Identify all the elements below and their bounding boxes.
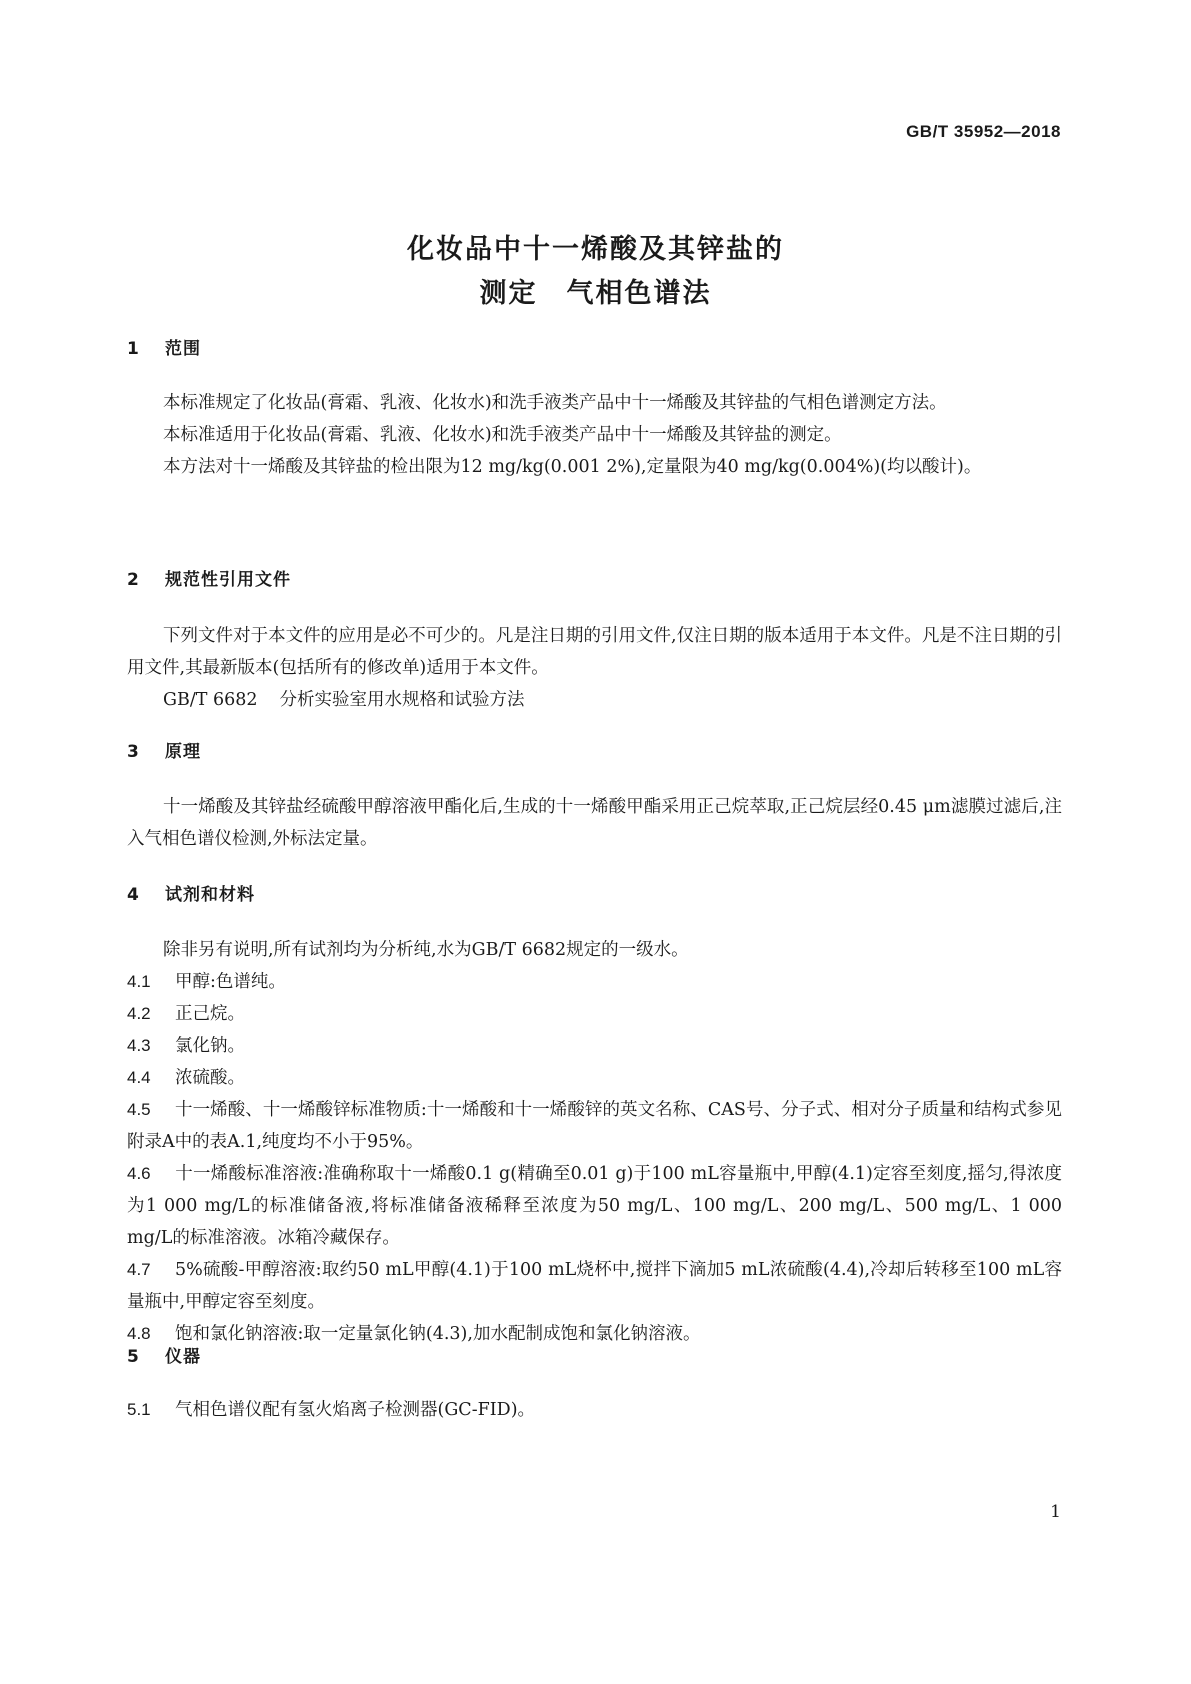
section-number: 3	[127, 742, 140, 762]
item-text: 正己烷。	[175, 1004, 245, 1024]
item-text: 饱和氯化钠溶液:取一定量氯化钠(4.3),加水配制成饱和氯化钠溶液。	[175, 1324, 701, 1344]
reference-title: 分析实验室用水规格和试验方法	[279, 690, 525, 710]
list-item	[127, 1062, 1062, 1094]
section-title: 范围	[165, 339, 201, 359]
item-number: 4.4	[127, 1068, 151, 1087]
list-item	[127, 1318, 1062, 1350]
list-item	[127, 1158, 1062, 1254]
list-item	[127, 998, 1062, 1030]
section-2-body	[127, 620, 1062, 716]
document-title	[0, 228, 1191, 316]
paragraph: 本标准规定了化妆品(膏霜、乳液、化妆水)和洗手液类产品中十一烯酸及其锌盐的气相色谱测定方法。	[163, 393, 947, 413]
item-text: 十一烯酸标准溶液:准确称取十一烯酸0.1 g(精确至0.01 g)于100 mL容量瓶中,甲醇(4.1)定容至刻度,摇匀,得浓度为1 000 mg/L的标准储备液,将标准储备液稀释至浓度为50 mg/L、100 mg/L、200 mg/L、500 mg/L、1 000 mg/L的标准溶液。冰箱冷藏保存。	[127, 1164, 1062, 1248]
list-item	[127, 1094, 1062, 1158]
list-item	[127, 1394, 1062, 1426]
item-number: 4.2	[127, 1004, 151, 1023]
item-text: 十一烯酸、十一烯酸锌标准物质:十一烯酸和十一烯酸锌的英文名称、CAS号、分子式、相对分子质量和结构式参见附录A中的表A.1,纯度均不小于95%。	[127, 1100, 1062, 1152]
section-title: 原理	[165, 742, 201, 762]
list-item	[127, 1030, 1062, 1062]
item-number: 4.1	[127, 972, 151, 991]
paragraph: 下列文件对于本文件的应用是必不可少的。凡是注日期的引用文件,仅注日期的版本适用于本文件。凡是不注日期的引用文件,其最新版本(包括所有的修改单)适用于本文件。	[127, 626, 1062, 678]
paragraph: 十一烯酸及其锌盐经硫酸甲醇溶液甲酯化后,生成的十一烯酸甲酯采用正己烷萃取,正己烷层经0.45 μm滤膜过滤后,注入气相色谱仪检测,外标法定量。	[127, 797, 1062, 849]
paragraph: 本标准适用于化妆品(膏霜、乳液、化妆水)和洗手液类产品中十一烯酸及其锌盐的测定。	[163, 425, 842, 445]
item-text: 氯化钠。	[175, 1036, 245, 1056]
title-line-1: 化妆品中十一烯酸及其锌盐的	[407, 234, 784, 265]
section-3-body	[127, 791, 1062, 855]
item-text: 5%硫酸-甲醇溶液:取约50 mL甲醇(4.1)于100 mL烧杯中,搅拌下滴加5 mL浓硫酸(4.4),冷却后转移至100 mL容量瓶中,甲醇定容至刻度。	[127, 1260, 1062, 1312]
item-text: 甲醇:色谱纯。	[175, 972, 286, 992]
section-number: 5	[127, 1347, 140, 1367]
section-1-heading	[127, 334, 201, 359]
section-number: 1	[127, 339, 140, 359]
normative-reference	[127, 684, 1062, 716]
list-item	[127, 966, 1062, 998]
section-4-body	[127, 934, 1062, 1350]
item-number: 4.3	[127, 1036, 151, 1055]
item-number: 4.6	[127, 1164, 151, 1183]
section-title: 规范性引用文件	[165, 570, 291, 590]
item-number: 4.5	[127, 1100, 151, 1119]
reference-code: GB/T 6682	[163, 690, 258, 710]
section-5-body	[127, 1394, 1062, 1426]
item-text: 气相色谱仪配有氢火焰离子检测器(GC-FID)。	[175, 1400, 536, 1420]
item-number: 4.8	[127, 1324, 151, 1343]
item-number: 4.7	[127, 1260, 151, 1279]
item-text: 浓硫酸。	[175, 1068, 245, 1088]
section-title: 试剂和材料	[165, 885, 255, 905]
standard-code: GB/T 35952—2018	[906, 122, 1061, 141]
paragraph: 除非另有说明,所有试剂均为分析纯,水为GB/T 6682规定的一级水。	[163, 940, 689, 960]
page-number: 1	[1050, 1502, 1061, 1522]
section-number: 4	[127, 885, 140, 905]
section-number: 2	[127, 570, 140, 590]
section-2-heading	[127, 565, 291, 590]
section-1-body	[127, 387, 1062, 483]
section-title: 仪器	[165, 1347, 201, 1367]
paragraph: 本方法对十一烯酸及其锌盐的检出限为12 mg/kg(0.001 2%),定量限为40 mg/kg(0.004%)(均以酸计)。	[163, 457, 982, 477]
section-4-heading	[127, 880, 255, 905]
section-5-heading	[127, 1342, 201, 1367]
title-line-2: 测定 气相色谱法	[479, 278, 712, 309]
list-item	[127, 1254, 1062, 1318]
section-3-heading	[127, 737, 201, 762]
item-number: 5.1	[127, 1400, 151, 1419]
